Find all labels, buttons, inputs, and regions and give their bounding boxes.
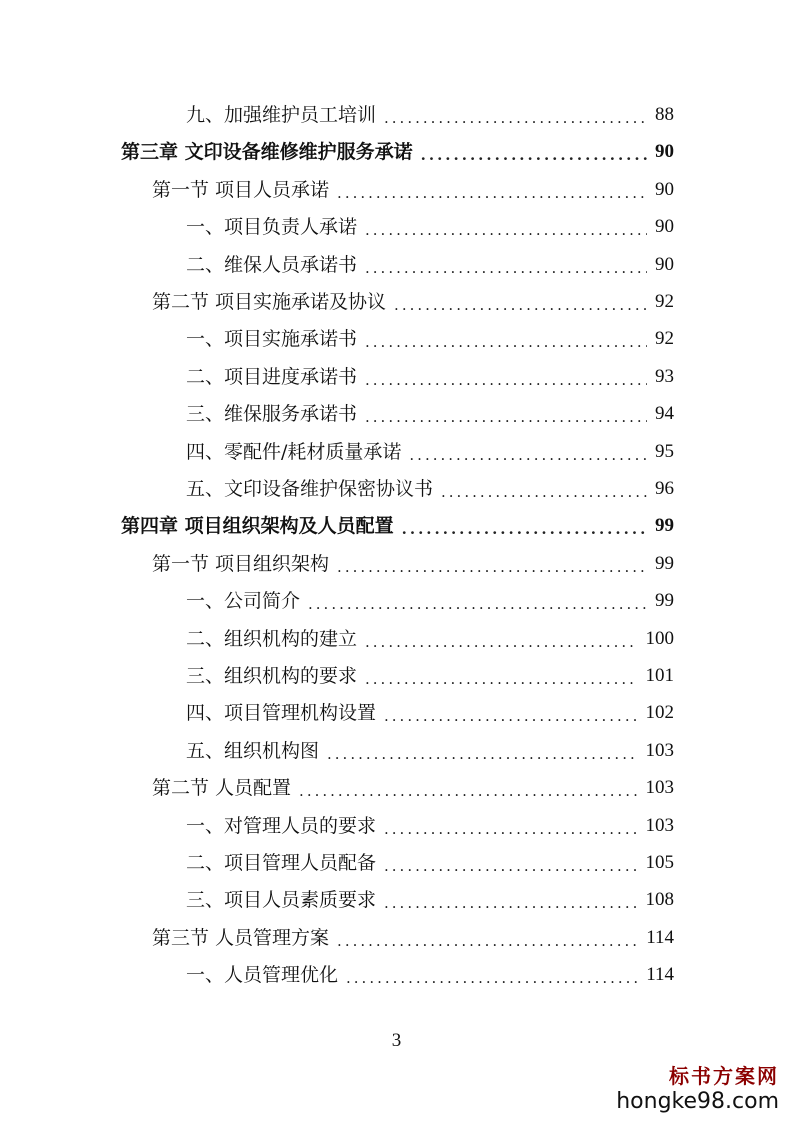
dot-leader — [365, 215, 647, 245]
toc-entry-title: 五、文印设备维护保密协议书 — [186, 478, 434, 500]
toc-subsection-entry[interactable] — [186, 362, 674, 392]
toc-subsection-entry[interactable] — [186, 100, 674, 130]
toc-entry-page: 88 — [655, 104, 674, 125]
toc-subsection-entry[interactable] — [186, 885, 674, 915]
toc-entry-title: 第三节 人员管理方案 — [152, 927, 330, 949]
toc-chapter-entry[interactable] — [121, 511, 674, 541]
toc-entry-title: 第二节 人员配置 — [152, 777, 292, 799]
dot-leader — [394, 290, 647, 320]
toc-entry-title: 五、组织机构图 — [186, 740, 320, 762]
toc-entry-title: 一、项目实施承诺书 — [186, 328, 358, 350]
toc-entry-title: 一、项目负责人承诺 — [186, 216, 358, 238]
toc-entry-page: 90 — [655, 254, 674, 275]
toc-entry-page: 101 — [645, 665, 674, 686]
toc-entry-page: 99 — [655, 590, 674, 611]
watermark-brand: 标书方案网 — [669, 1064, 779, 1088]
dot-leader — [327, 739, 637, 769]
toc-section-entry[interactable] — [152, 923, 674, 953]
toc-entry-title: 四、项目管理机构设置 — [186, 702, 377, 724]
toc-entry-page: 90 — [655, 141, 674, 162]
toc-entry-page: 99 — [655, 515, 674, 536]
toc-subsection-entry[interactable] — [186, 586, 674, 616]
toc-subsection-entry[interactable] — [186, 736, 674, 766]
toc-subsection-entry[interactable] — [186, 811, 674, 841]
toc-subsection-entry[interactable] — [186, 250, 674, 280]
dot-leader — [402, 514, 647, 544]
toc-section-entry[interactable] — [152, 175, 674, 205]
toc-section-entry[interactable] — [152, 773, 674, 803]
toc-entry-title: 二、组织机构的建立 — [186, 628, 358, 650]
dot-leader — [299, 776, 637, 806]
toc-entry-title: 三、项目人员素质要求 — [186, 889, 377, 911]
dot-leader — [308, 589, 647, 619]
toc-entry-title: 九、加强维护员工培训 — [186, 104, 377, 126]
toc-section-entry[interactable] — [152, 549, 674, 579]
toc-entry-page: 103 — [645, 777, 674, 798]
dot-leader — [384, 888, 637, 918]
site-watermark — [616, 1060, 779, 1114]
watermark-url: hongke98.com — [616, 1089, 779, 1114]
toc-entry-title: 一、公司简介 — [186, 590, 301, 612]
toc-entry-title: 二、项目进度承诺书 — [186, 366, 358, 388]
toc-subsection-entry[interactable] — [186, 624, 674, 654]
dot-leader — [384, 814, 637, 844]
toc-entry-page: 103 — [645, 740, 674, 761]
dot-leader — [421, 140, 647, 170]
toc-chapter-entry[interactable] — [121, 137, 674, 167]
toc-entry-page: 90 — [655, 216, 674, 237]
toc-entry-page: 93 — [655, 366, 674, 387]
toc-entry-page: 96 — [655, 478, 674, 499]
toc-entry-page: 114 — [646, 927, 674, 948]
toc-entry-page: 114 — [646, 964, 674, 985]
toc-entry-page: 92 — [655, 328, 674, 349]
toc-subsection-entry[interactable] — [186, 399, 674, 429]
toc-entry-title: 一、对管理人员的要求 — [186, 815, 377, 837]
toc-entry-title: 一、人员管理优化 — [186, 964, 339, 986]
toc-entry-page: 95 — [655, 441, 674, 462]
toc-section-entry[interactable] — [152, 287, 674, 317]
dot-leader — [365, 365, 647, 395]
toc-entry-title: 二、维保人员承诺书 — [186, 254, 358, 276]
dot-leader — [346, 963, 638, 993]
toc-entry-page: 92 — [655, 291, 674, 312]
dot-leader — [337, 926, 638, 956]
dot-leader — [365, 253, 647, 283]
dot-leader — [365, 402, 647, 432]
dot-leader — [409, 440, 647, 470]
toc-entry-title: 第三章 文印设备维修维护服务承诺 — [121, 141, 413, 163]
dot-leader — [365, 664, 637, 694]
toc-entry-title: 二、项目管理人员配备 — [186, 852, 377, 874]
dot-leader — [337, 552, 647, 582]
toc-entry-title: 三、维保服务承诺书 — [186, 403, 358, 425]
toc-subsection-entry[interactable] — [186, 437, 674, 467]
dot-leader — [365, 627, 637, 657]
toc-entry-page: 102 — [645, 702, 674, 723]
toc-entry-page: 105 — [645, 852, 674, 873]
dot-leader — [384, 103, 647, 133]
toc-entry-title: 三、组织机构的要求 — [186, 665, 358, 687]
toc-entry-title: 第四章 项目组织架构及人员配置 — [121, 515, 394, 537]
toc-subsection-entry[interactable] — [186, 661, 674, 691]
toc-entry-page: 90 — [655, 179, 674, 200]
dot-leader — [365, 327, 647, 357]
dot-leader — [384, 851, 637, 881]
toc-subsection-entry[interactable] — [186, 960, 674, 990]
toc-subsection-entry[interactable] — [186, 848, 674, 878]
toc-subsection-entry[interactable] — [186, 474, 674, 504]
dot-leader — [441, 477, 647, 507]
toc-subsection-entry[interactable] — [186, 212, 674, 242]
dot-leader — [337, 178, 647, 208]
toc-entry-page: 103 — [645, 815, 674, 836]
toc-entry-page: 99 — [655, 553, 674, 574]
toc-entry-title: 第一节 项目人员承诺 — [152, 179, 330, 201]
toc-entry-title: 四、零配件/耗材质量承诺 — [186, 441, 402, 463]
toc-subsection-entry[interactable] — [186, 698, 674, 728]
toc-entry-page: 108 — [645, 889, 674, 910]
dot-leader — [384, 701, 637, 731]
page-number: 3 — [391, 1030, 402, 1051]
toc-entry-page: 100 — [645, 628, 674, 649]
toc-entry-title: 第一节 项目组织架构 — [152, 553, 330, 575]
toc-subsection-entry[interactable] — [186, 324, 674, 354]
toc-entry-page: 94 — [655, 403, 674, 424]
toc-entry-title: 第二节 项目实施承诺及协议 — [152, 291, 387, 313]
